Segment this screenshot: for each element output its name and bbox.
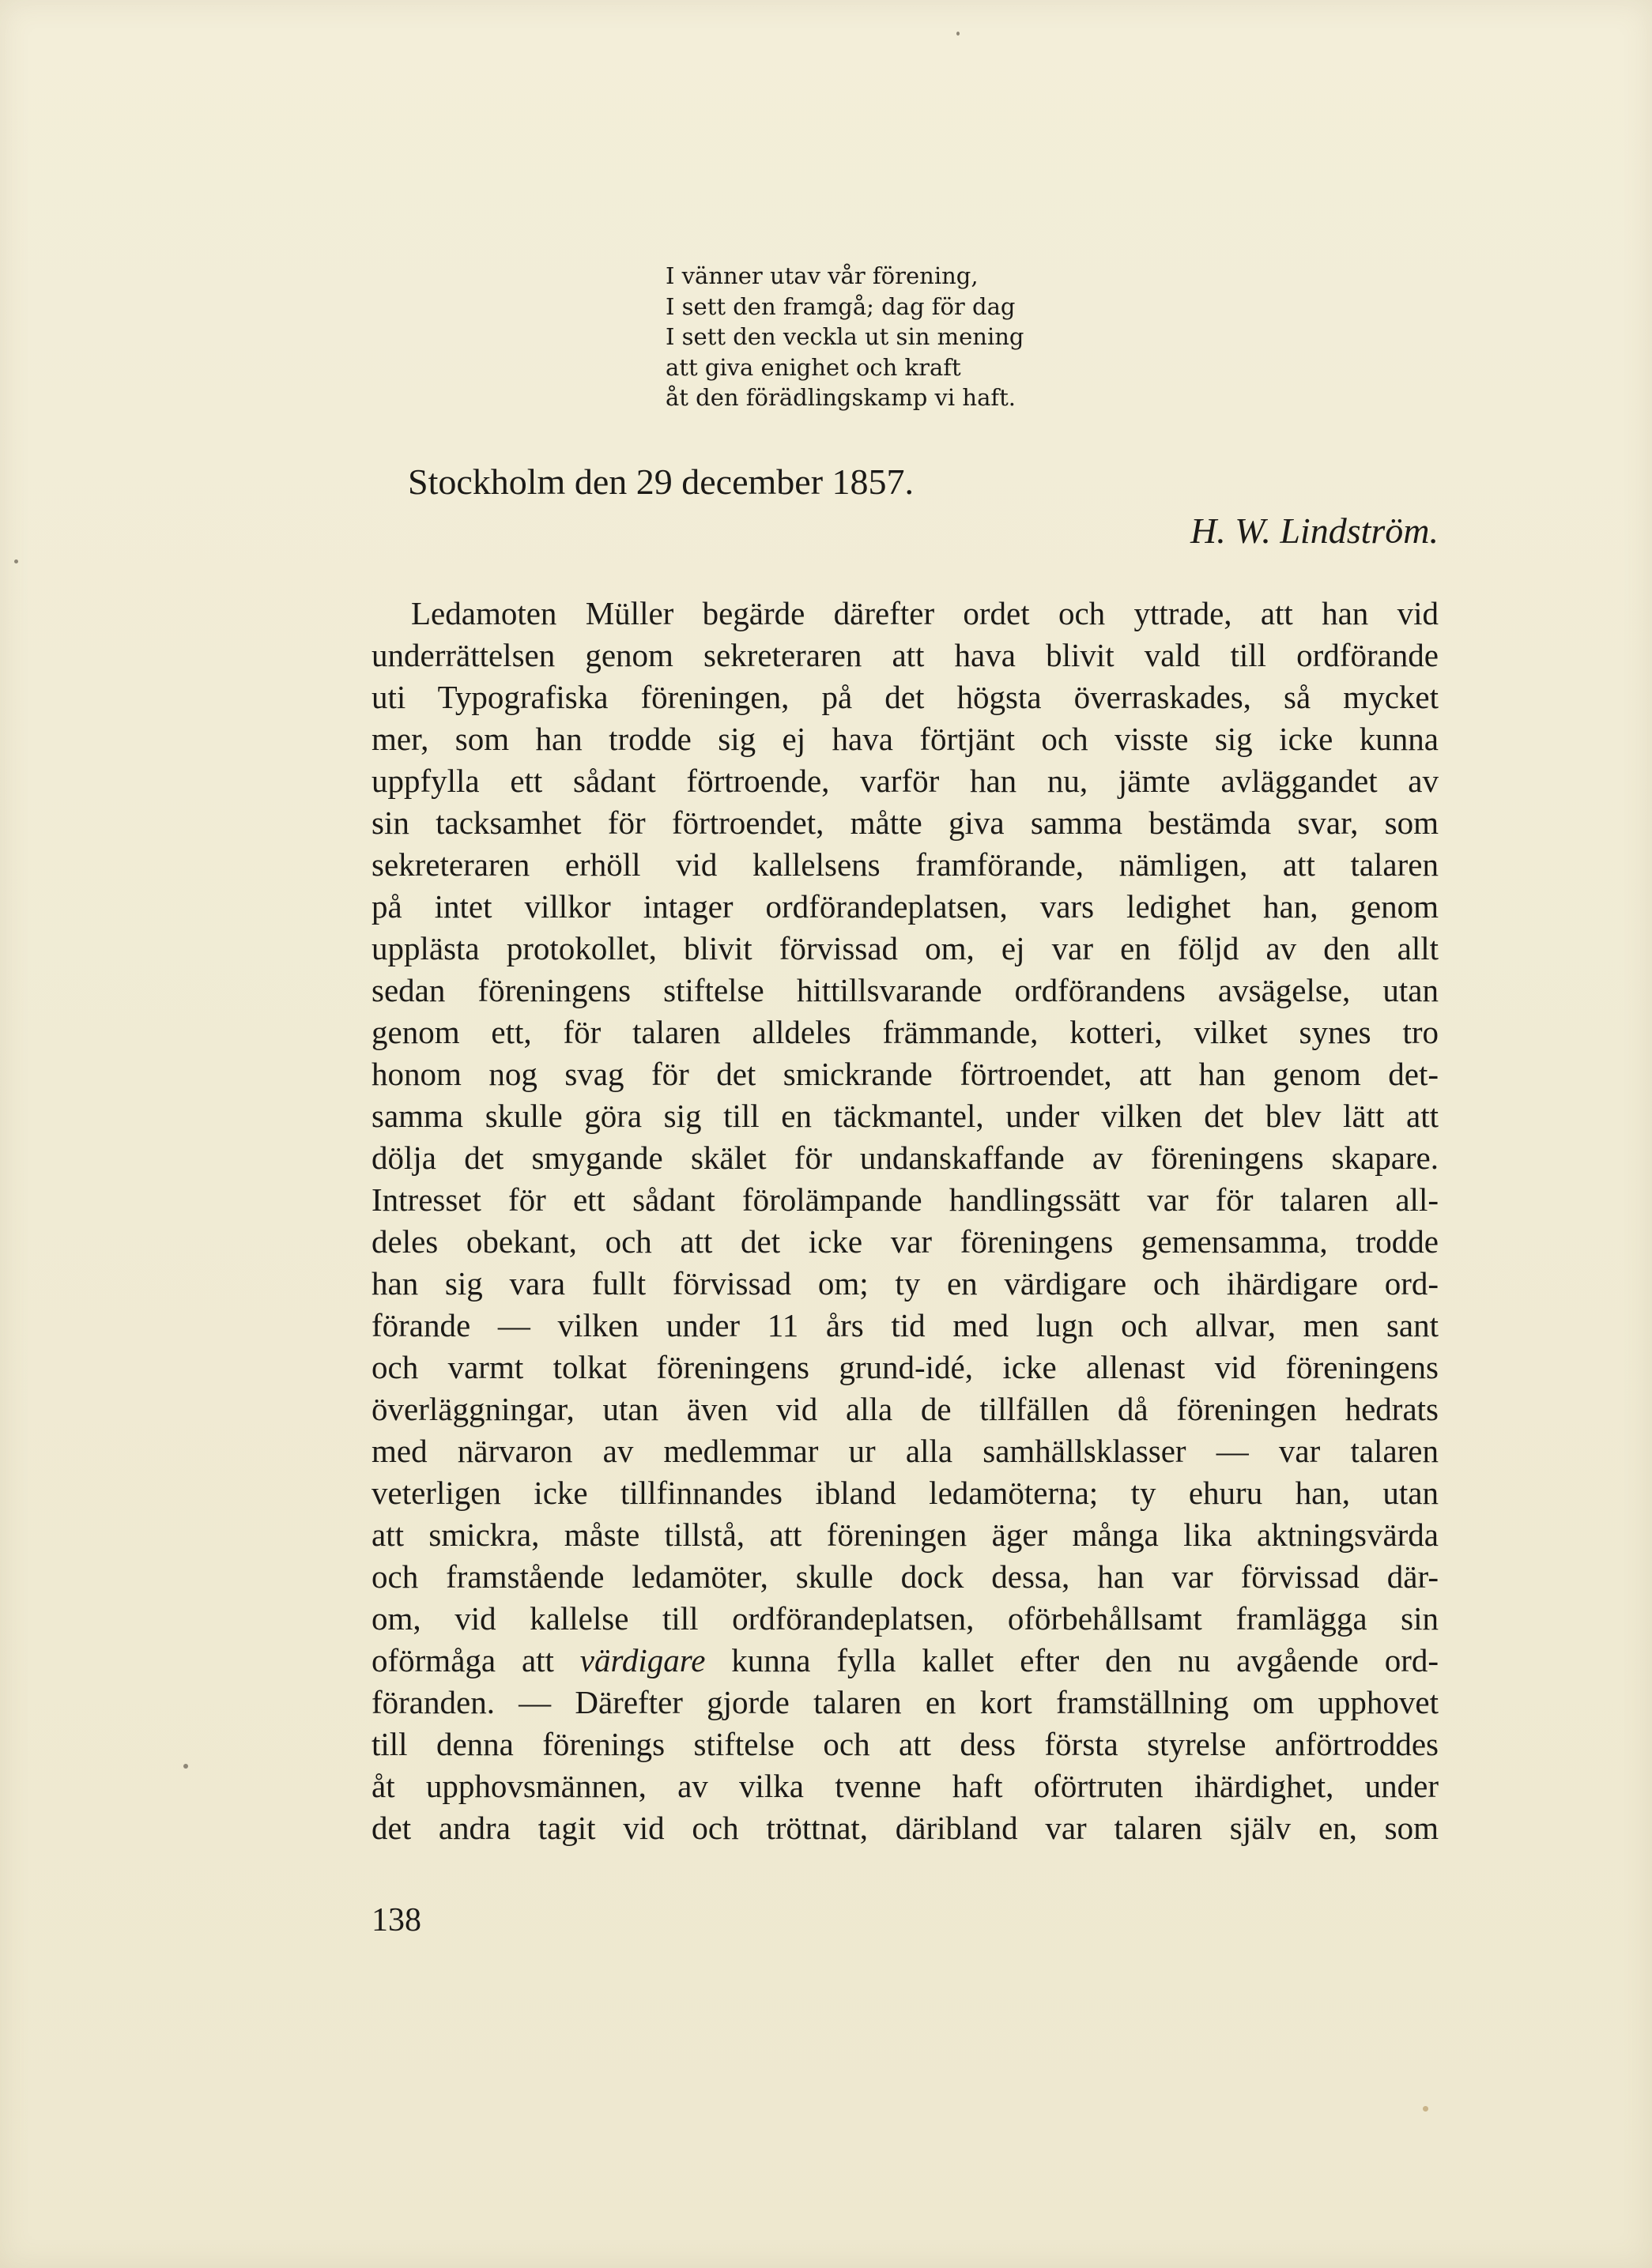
body-line: sin tacksamhet för förtroendet, måtte giva samma bestämda svar, som [372,804,1439,841]
body-line: deles obekant, och att det icke var föreningens gemensamma, trodde [372,1223,1439,1260]
poem-line: I sett den veckla ut sin mening [666,323,1024,350]
body-line: förande — vilken under 11 års tid med lugn och allvar, men sant [372,1307,1439,1343]
body-line: han sig vara fullt förvissad om; ty en värdigare och ihärdigare ord- [372,1265,1439,1302]
body-line: och framstående ledamöter, skulle dock dessa, han var förvissad där- [372,1558,1439,1595]
body-line: veterligen icke tillfinnandes ibland ledamöterna; ty ehuru han, utan [372,1475,1439,1511]
body-line: på intet villkor intager ordförandeplatsen, vars ledighet han, genom [372,888,1439,925]
body-line-fragment: oförmåga att [372,1642,554,1678]
paper-speck [14,559,18,563]
body-line: dölja det smygande skälet för undanskaffande av föreningens skapare. [372,1140,1439,1176]
body-line: föranden. — Därefter gjorde talaren en kort framställning om upphovet [372,1684,1439,1720]
poem-line: åt den förädlingskamp vi haft. [666,384,1016,411]
page-number: 138 [372,1902,421,1938]
signature: H. W. Lindström. [1190,510,1439,551]
body-line-fragment: kunna fylla kallet efter den nu avgående ord- [731,1642,1439,1678]
emphasized-word: värdigare [579,1642,706,1678]
poem-line: I sett den framgå; dag för dag [666,292,1016,320]
body-line: till denna förenings stiftelse och att dess första styrelse anförtroddes [372,1726,1439,1762]
body-line: att smickra, måste tillstå, att föreningen äger många lika aktningsvärda [372,1516,1439,1553]
body-line: underrättelsen genom sekreteraren att hava blivit vald till ordförande [372,637,1439,673]
body-line: om, vid kallelse till ordförandeplatsen, oförbehållsamt framlägga sin [372,1600,1439,1637]
body-line: sekreteraren erhöll vid kallelsens framförande, nämligen, att talaren [372,846,1439,883]
body-paragraph [372,593,1439,1849]
body-line: upplästa protokollet, blivit förvissad om, ej var en följd av den allt [372,930,1439,966]
poem-stanza [666,261,1266,413]
body-line-with-emphasis [372,1640,1439,1682]
poem-line: att giva enighet och kraft [666,353,961,381]
body-line: honom nog svag för det smickrande förtroendet, att han genom det- [372,1056,1439,1092]
poem-line: I vänner utav vår förening, [666,262,979,289]
dateline: Stockholm den 29 december 1857. [408,462,915,502]
body-line: och varmt tolkat föreningens grund-idé, icke allenast vid föreningens [372,1349,1439,1385]
body-line: det andra tagit vid och tröttnat, däribland var talaren själv en, som [372,1810,1439,1846]
body-line: överläggningar, utan även vid alla de tillfällen då föreningen hedrats [372,1391,1439,1427]
body-line: sedan föreningens stiftelse hittillsvarande ordförandens avsägelse, utan [372,972,1439,1008]
paper-speck [183,1764,188,1769]
body-line: Intresset för ett sådant förolämpande handlingssätt var för talaren all- [372,1181,1439,1218]
body-line: samma skulle göra sig till en täckmantel, under vilken det blev lätt att [372,1098,1439,1134]
body-line: genom ett, för talaren alldeles främmande, kotteri, vilket synes tro [372,1014,1439,1050]
body-line: med närvaron av medlemmar ur alla samhällsklasser — var talaren [372,1433,1439,1469]
body-line: Ledamoten Müller begärde därefter ordet och yttrade, att han vid [411,595,1439,631]
body-line: uppfylla ett sådant förtroende, varför han nu, jämte avläggandet av [372,763,1439,799]
paper-speck [1423,2106,1428,2112]
body-line: uti Typografiska föreningen, på det högsta överraskades, så mycket [372,679,1439,715]
body-line: mer, som han trodde sig ej hava förtjänt och visste sig icke kunna [372,721,1439,757]
body-line: åt upphovsmännen, av vilka tvenne haft oförtruten ihärdighet, under [372,1768,1439,1804]
paper-speck [956,32,960,36]
